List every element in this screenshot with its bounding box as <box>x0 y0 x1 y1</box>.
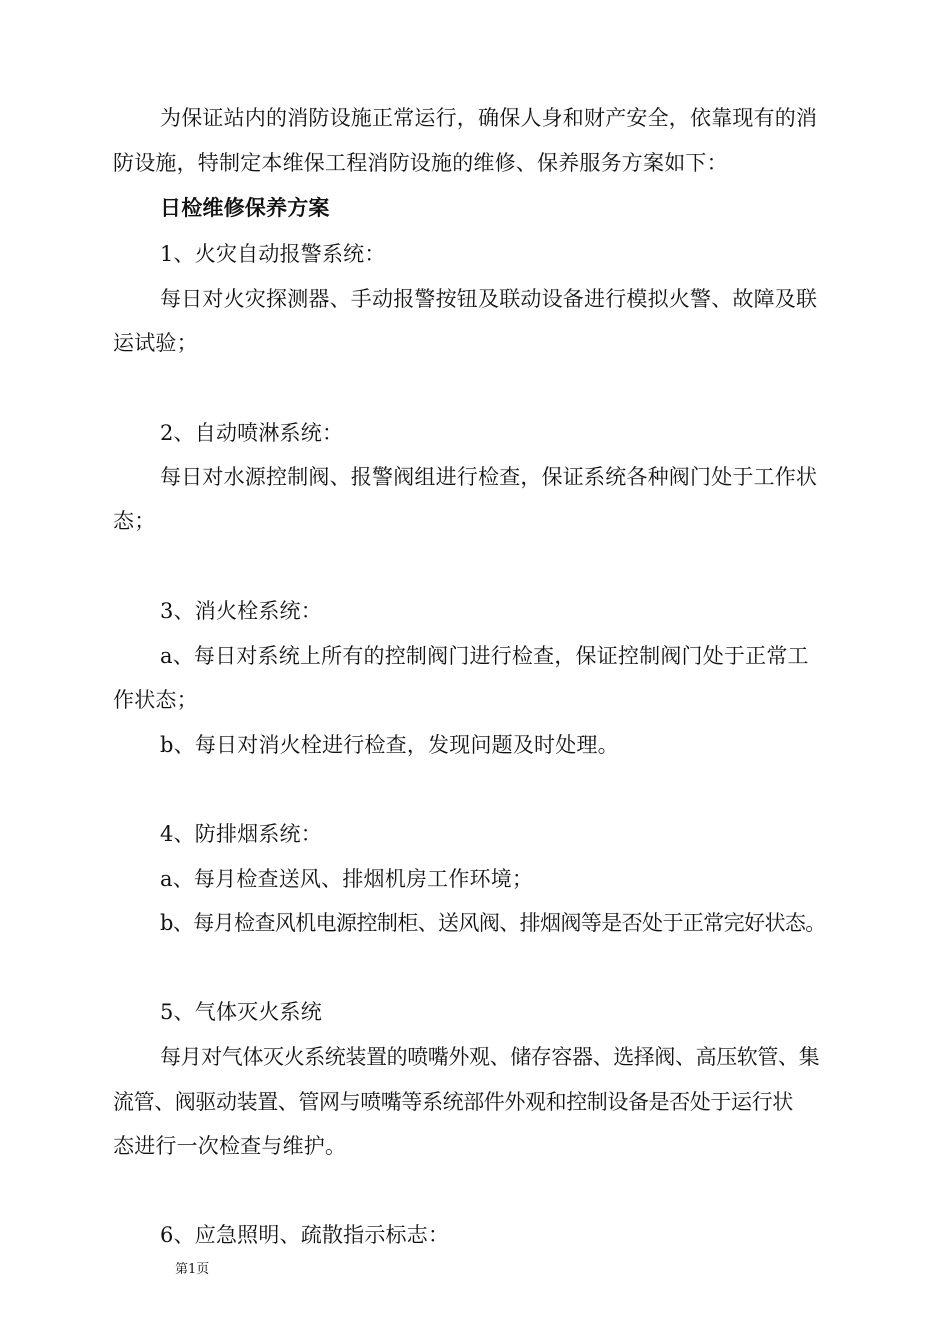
item-2-body-line-2: 态； <box>113 509 156 533</box>
item-5-body-line-1: 每月对气体灭火系统装置的喷嘴外观、储存容器、选择阀、高压软管、集 <box>160 1045 820 1069</box>
item-3-body-line-3: b、每日对消火栓进行检查，发现问题及时处理。 <box>160 733 619 757</box>
item-5-body-line-2: 流管、阀驱动装置、管网与喷嘴等系统部件外观和控制设备是否处于运行状 <box>113 1090 793 1114</box>
item-1-body-line-2: 运试验； <box>113 331 198 355</box>
item-4-body-line-1: a、每月检查送风、排烟机房工作环境； <box>160 867 534 891</box>
item-5-body-line-3: 态进行一次检查与维护。 <box>113 1134 347 1158</box>
item-1-title: 1、火灾自动报警系统： <box>160 242 386 266</box>
intro-paragraph-line-1: 为保证站内的消防设施正常运行，确保人身和财产安全，依靠现有的消 <box>160 106 818 130</box>
item-6-title: 6、应急照明、疏散指示标志： <box>160 1223 450 1247</box>
item-4-title: 4、防排烟系统： <box>160 822 322 846</box>
section-heading: 日检维修保养方案 <box>160 196 330 220</box>
item-5-title: 5、气体灭火系统 <box>160 1000 322 1024</box>
item-2-title: 2、自动喷淋系统： <box>160 421 344 445</box>
intro-paragraph-line-2: 防设施，特制定本维保工程消防设施的维修、保养服务方案如下： <box>113 151 728 175</box>
item-4-body-line-2: b、每月检查风机电源控制柜、送风阀、排烟阀等是否处于正常完好状态。 <box>160 911 826 935</box>
item-2-body-line-1: 每日对水源控制阀、报警阀组进行检查，保证系统各种阀门处于工作状 <box>160 465 818 489</box>
item-1-body-line-1: 每日对火灾探测器、手动报警按钮及联动设备进行模拟火警、故障及联 <box>160 287 818 311</box>
item-3-body-line-2: 作状态； <box>113 688 198 712</box>
page-number: 第1页 <box>175 1262 210 1277</box>
item-3-title: 3、消火栓系统： <box>160 599 322 623</box>
item-3-body-line-1: a、每日对系统上所有的控制阀门进行检查，保证控制阀门处于正常工 <box>160 644 809 668</box>
